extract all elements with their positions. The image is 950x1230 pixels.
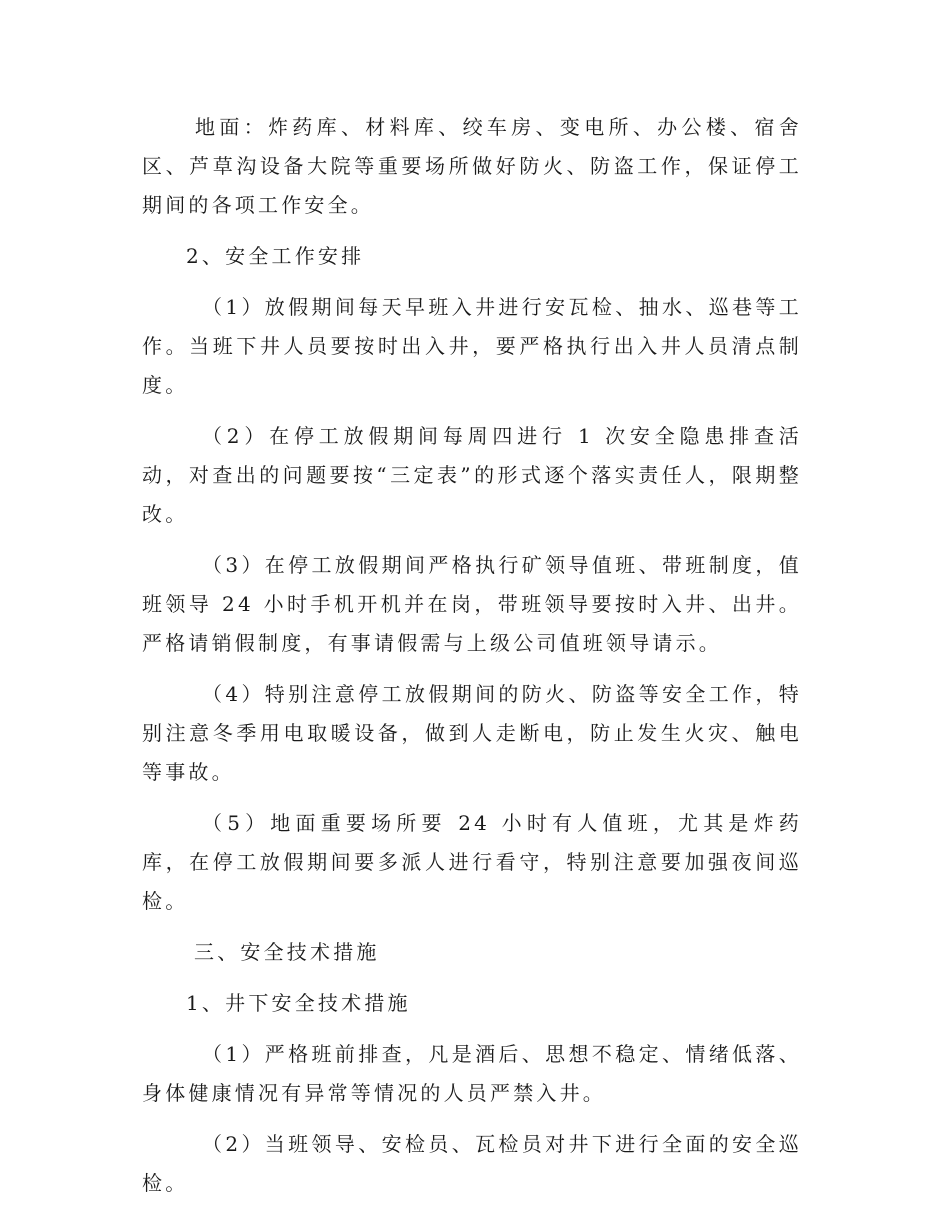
paragraph-underground-item-1: （1）严格班前排查，凡是酒后、思想不稳定、情绪低落、身体健康情况有异常等情况的人员严禁入井。 <box>142 1042 802 1105</box>
paragraph-item-3: （3）在停工放假期间严格执行矿领导值班、带班制度，值班领导 24 小时手机开机并在岗，带班领导要按时入井、出井。严格请销假制度，有事请假需与上级公司值班领导请示。 <box>142 553 802 655</box>
paragraph-item-2: （2）在停工放假期间每周四进行 1 次安全隐患排查活动，对查出的问题要按“三定表”的形式逐个落实责任人，限期整改。 <box>142 424 802 526</box>
paragraph-underground-item-2: （2）当班领导、安检员、瓦检员对井下进行全面的安全巡检。 <box>142 1132 802 1195</box>
heading-safety-measures: 三、安全技术措施 <box>194 940 380 964</box>
document-body <box>142 108 802 1203</box>
paragraph-item-5: （5）地面重要场所要 24 小时有人值班，尤其是炸药库，在停工放假期间要多派人进行看守，特别注意要加强夜间巡检。 <box>142 811 802 913</box>
heading-underground-measures: 1、井下安全技术措施 <box>186 991 411 1015</box>
paragraph-item-1: （1）放假期间每天早班入井进行安瓦检、抽水、巡巷等工作。当班下井人员要按时出入井，要严格执行出入井人员清点制度。 <box>142 295 802 397</box>
paragraph-item-4: （4）特别注意停工放假期间的防火、防盗等安全工作，特别注意冬季用电取暖设备，做到人走断电，防止发生火灾、触电等事故。 <box>142 682 802 784</box>
heading-safety-arrangement: 2、安全工作安排 <box>186 244 365 268</box>
paragraph-ground-security: 地面：炸药库、材料库、绞车房、变电所、办公楼、宿舍区、芦草沟设备大院等重要场所做好防火、防盗工作，保证停工期间的各项工作安全。 <box>142 115 802 217</box>
